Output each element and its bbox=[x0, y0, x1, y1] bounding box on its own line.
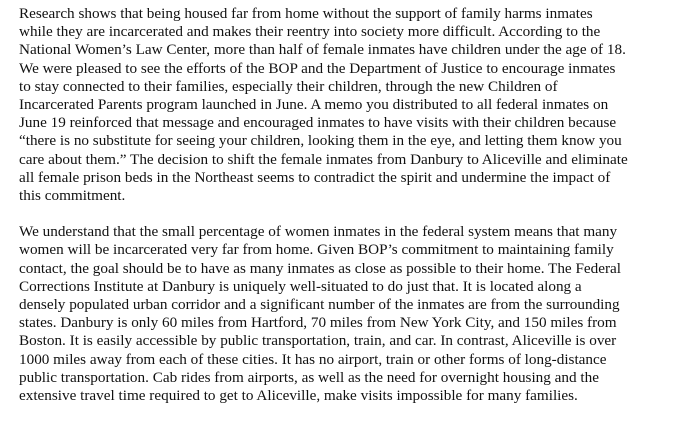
text-line: June 19 reinforced that message and encouraged inmates to have visits with their children because bbox=[19, 114, 617, 132]
text-line: Corrections Institute at Danbury is uniquely well-situated to do just that. It is located along a bbox=[19, 277, 582, 295]
text-line: “there is no substitute for seeing your children, looking them in the eye, and letting them know you bbox=[19, 132, 622, 150]
paragraph-understanding bbox=[19, 223, 690, 405]
text-line: all female prison beds in the Northeast seems to contradict the spirit and undermine the impact of bbox=[19, 168, 611, 186]
text-line: We understand that the small percentage of women inmates in the federal system means that many bbox=[19, 223, 618, 241]
text-line: Research shows that being housed far from home without the support of family harms inmates bbox=[19, 5, 593, 22]
text-line: Boston. It is easily accessible by public transportation, train, and car. In contrast, Aliceville is over bbox=[19, 332, 617, 350]
text-line: this commitment. bbox=[19, 187, 126, 205]
text-line: Incarcerated Parents program launched in June. A memo you distributed to all federal inmates on bbox=[19, 96, 609, 114]
text-line: We were pleased to see the efforts of the BOP and the Department of Justice to encourage inmates bbox=[19, 59, 616, 77]
text-line: states. Danbury is only 60 miles from Hartford, 70 miles from New York City, and 150 miles from bbox=[19, 314, 617, 332]
text-line: extensive travel time required to get to Aliceville, make visits impossible for many families. bbox=[19, 387, 578, 405]
paragraph-spacer bbox=[19, 205, 690, 223]
text-line: to stay connected to their families, especially their children, through the new Children of bbox=[19, 77, 558, 95]
text-line: care about them.” The decision to shift the female inmates from Danbury to Aliceville and eliminate bbox=[19, 150, 628, 168]
text-line: 1000 miles away from each of these cities. It has no airport, train or other forms of long-distance bbox=[19, 350, 607, 368]
text-line: densely populated urban corridor and a significant number of the inmates are from the surrounding bbox=[19, 296, 620, 314]
text-line: National Women’s Law Center, more than half of female inmates have children under the age of 18. bbox=[19, 41, 626, 59]
paragraph-research bbox=[19, 5, 690, 205]
text-line: public transportation. Cab rides from airports, as well as the need for overnight housing and the bbox=[19, 368, 599, 386]
text-line: contact, the goal should be to have as many inmates as close as possible to their home. The Federal bbox=[19, 259, 621, 277]
text-line: women will be incarcerated very far from home. Given BOP’s commitment to maintaining family bbox=[19, 241, 614, 259]
text-line: while they are incarcerated and makes their reentry into society more difficult. According to the bbox=[19, 23, 601, 41]
